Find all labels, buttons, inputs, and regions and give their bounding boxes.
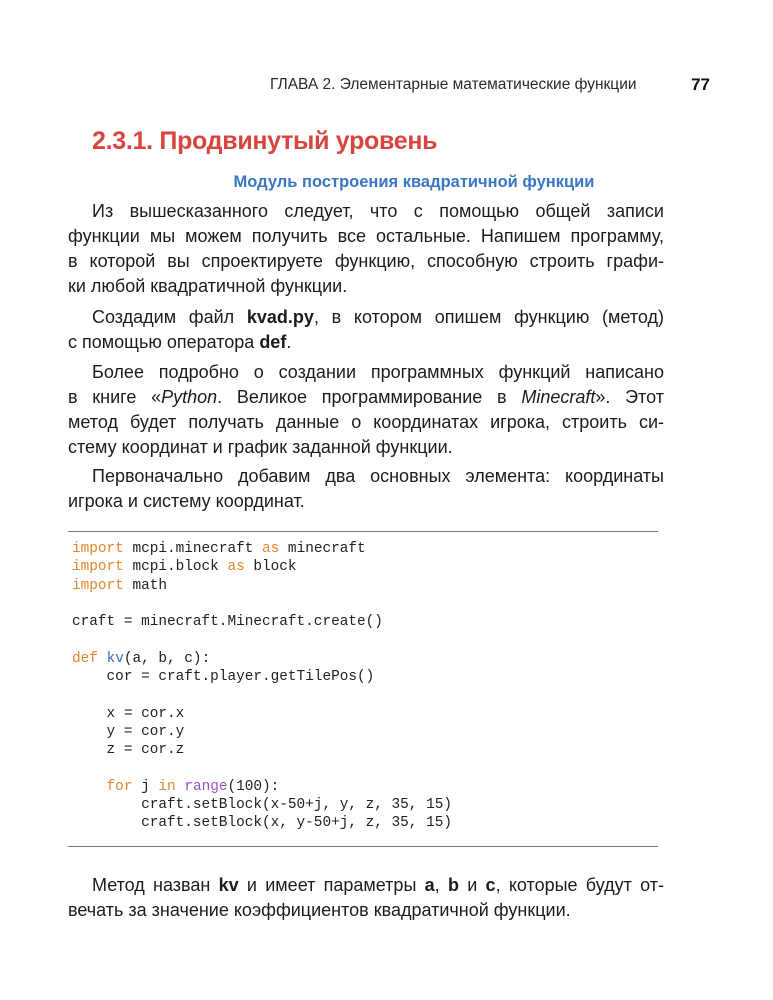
p3-line-4: стему координат и график заданной функции. xyxy=(68,437,453,457)
p2-line-2 xyxy=(68,330,664,355)
keyword: for xyxy=(106,778,133,795)
code-top-rule xyxy=(68,531,658,532)
code-text xyxy=(72,779,107,795)
code-text: minecraft xyxy=(279,541,366,557)
code-text: block xyxy=(244,559,297,576)
p5-line-2: вечать за значение коэффициентов квадратичной функции. xyxy=(68,900,571,920)
text: , в котором опишем функцию (метод) xyxy=(313,307,664,327)
text: и xyxy=(458,875,486,895)
p3-line-2 xyxy=(68,385,664,410)
keyword: def xyxy=(72,650,98,667)
text: ». Этот xyxy=(595,387,664,407)
p4-line-2: игрока и систему координат. xyxy=(68,491,305,511)
p1-line-2: функции мы можем получить все остальные. Напишем программу, xyxy=(68,226,664,246)
paragraph-5 xyxy=(68,873,664,923)
text: , которые будут от- xyxy=(495,875,664,895)
italic-text: Minecraft xyxy=(521,387,596,407)
keyword: import xyxy=(72,541,124,557)
p1-line-3: в которой вы спроектируете функцию, способную строить графи- xyxy=(68,251,664,271)
subsection-title: Модуль построения квадратичной функции xyxy=(233,173,595,191)
code-line xyxy=(72,779,279,795)
paragraph-4 xyxy=(68,464,664,514)
filename: kvad.py xyxy=(246,307,314,327)
code-line xyxy=(72,578,167,594)
text: Метод назван xyxy=(92,875,219,895)
code-text: math xyxy=(123,577,168,594)
p5-line-1 xyxy=(68,873,664,898)
code-text: mcpi.block xyxy=(123,559,228,576)
code-text: j xyxy=(132,778,159,795)
keyword: import xyxy=(72,577,124,594)
code-line: craft.setBlock(x, y-50+j, z, 35, 15) xyxy=(72,815,452,832)
paragraph-3 xyxy=(68,360,664,460)
p2-line-1 xyxy=(68,305,664,330)
text: , xyxy=(434,875,448,895)
p1-line-4: ки любой квадратичной функции. xyxy=(68,276,348,296)
keyword: def xyxy=(259,332,287,352)
function-name: kv xyxy=(106,650,124,667)
running-header xyxy=(270,76,710,100)
text: в книге « xyxy=(68,387,162,407)
italic-text: Python xyxy=(161,387,218,407)
paragraph-2 xyxy=(68,305,664,355)
method-name: kv xyxy=(218,875,239,895)
code-line xyxy=(72,559,297,575)
param-a: a xyxy=(424,875,435,895)
code-line: craft = minecraft.Minecraft.create() xyxy=(72,614,383,631)
chapter-title: ГЛАВА 2. Элементарные математические функции xyxy=(270,76,637,93)
builtin-name: range xyxy=(184,778,228,795)
code-listing xyxy=(72,540,452,833)
p4-line-1: Первоначально добавим два основных элемента: координаты xyxy=(92,466,664,486)
keyword: as xyxy=(227,559,245,576)
code-line xyxy=(72,541,366,557)
param-c: c xyxy=(485,875,496,895)
text: Создадим файл xyxy=(92,307,247,327)
text: и имеет параметры xyxy=(238,875,425,895)
code-bottom-rule xyxy=(68,846,658,847)
keyword: as xyxy=(262,541,280,557)
p3-line-3: метод будет получать данные о координатах игрока, строить си- xyxy=(68,412,664,432)
p3-line-1: Более подробно о создании программных функций написано xyxy=(92,362,664,382)
paragraph-1 xyxy=(68,199,664,299)
code-text: (100): xyxy=(227,778,280,795)
p1-line-1: Из вышесказанного следует, что с помощью общей записи xyxy=(92,201,664,221)
page-number: 77 xyxy=(691,75,710,94)
keyword: in xyxy=(158,778,176,795)
code-line: craft.setBlock(x-50+j, y, z, 35, 15) xyxy=(72,797,452,814)
text: . xyxy=(286,332,292,352)
code-text: mcpi.minecraft xyxy=(123,541,263,557)
code-text: (a, b, c): xyxy=(123,650,211,667)
code-line: y = cor.y xyxy=(72,723,185,740)
keyword: import xyxy=(72,559,124,576)
code-line xyxy=(72,651,210,667)
section-title: 2.3.1. Продвинутый уровень xyxy=(92,127,438,155)
code-line: x = cor.x xyxy=(72,705,185,722)
code-line: cor = craft.player.getTilePos() xyxy=(72,669,375,686)
text: с помощью оператора xyxy=(68,332,260,352)
param-b: b xyxy=(447,875,459,895)
text: . Великое программирование в xyxy=(217,387,522,407)
code-line: z = cor.z xyxy=(72,742,185,759)
